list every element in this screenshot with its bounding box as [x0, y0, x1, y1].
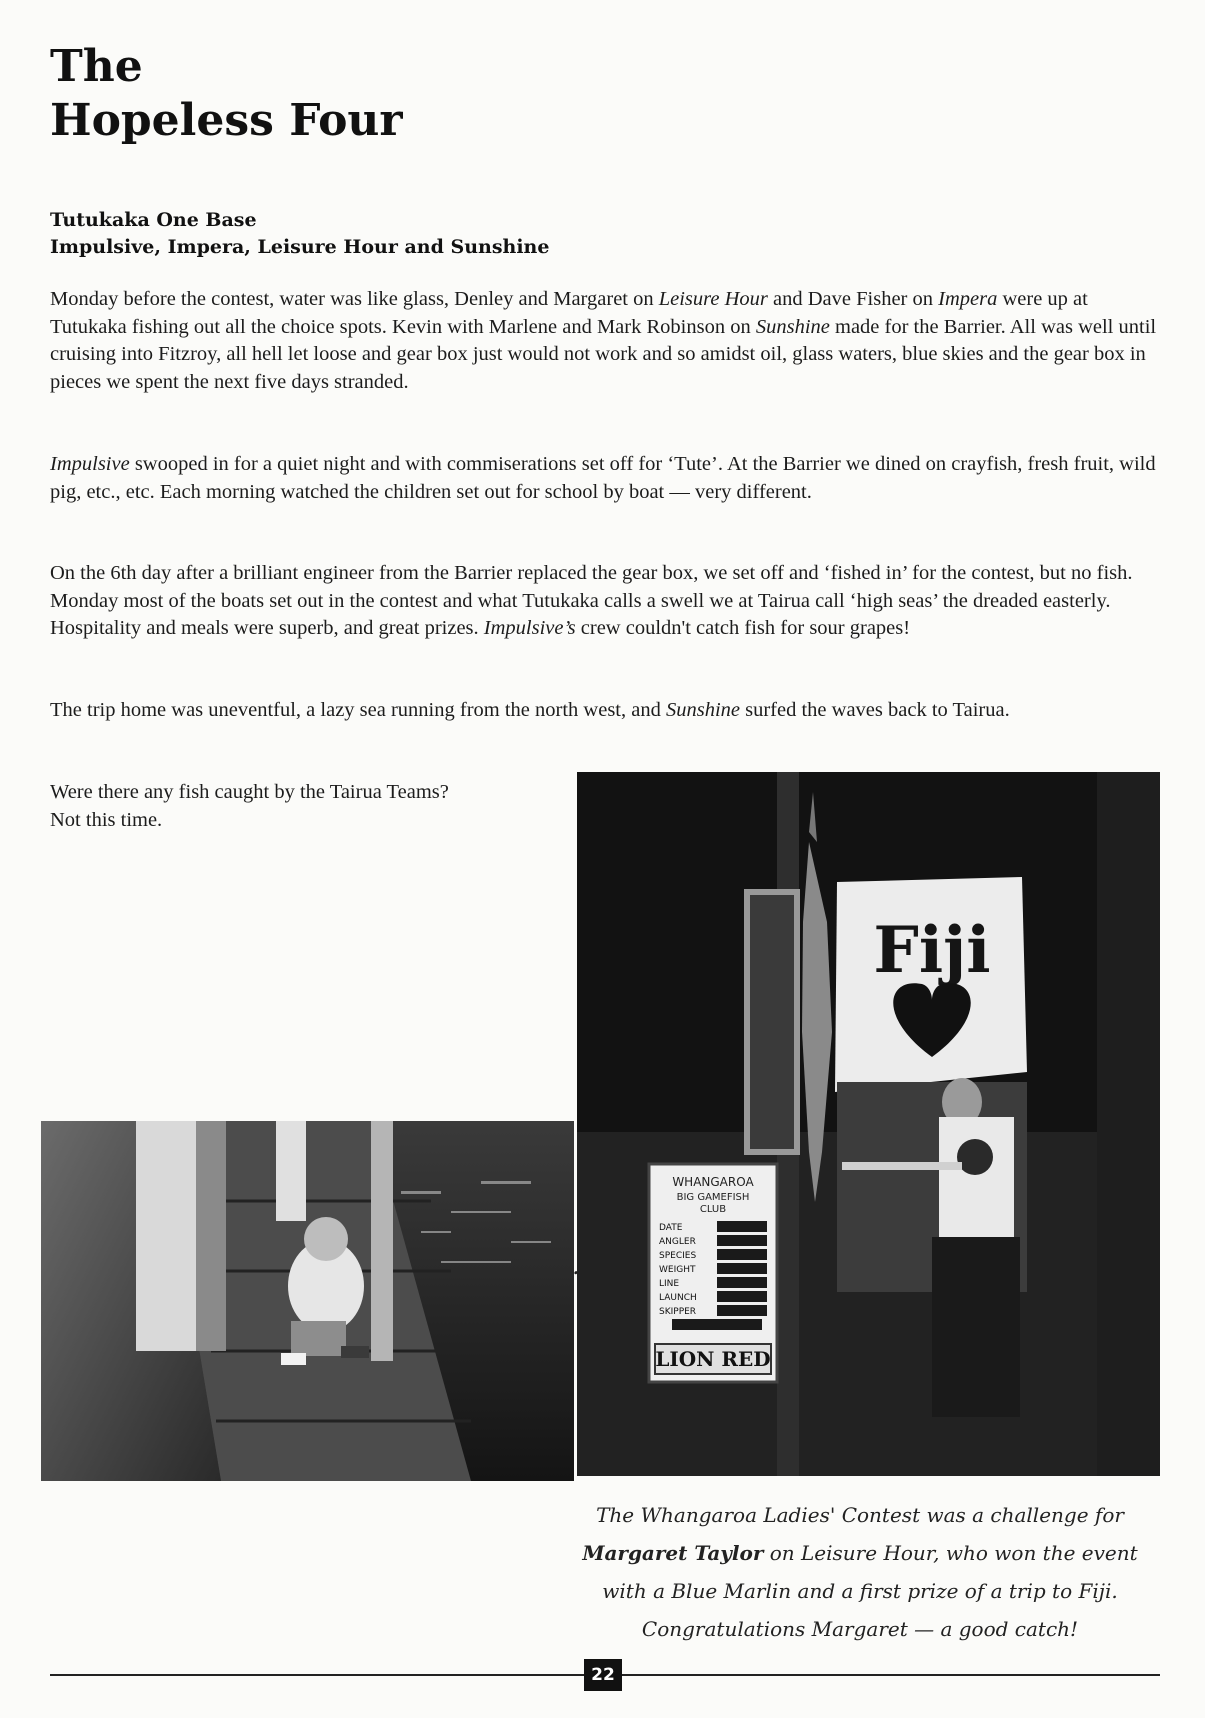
caption-line-3: with a Blue Marlin and a first prize of a trip to Fiji.: [602, 1579, 1118, 1603]
paragraph-1: [50, 286, 1160, 396]
child-on-jetty-image: [41, 1121, 574, 1481]
board-row-label: WEIGHT: [659, 1265, 696, 1275]
subheading-line-2: Impulsive, Impera, Leisure Hour and Sunshine: [50, 236, 550, 258]
text-run: and Dave Fisher on: [767, 288, 939, 310]
paragraph-2: [50, 451, 1160, 506]
board-row-label: LINE: [659, 1279, 680, 1289]
subheading: [50, 207, 549, 261]
title-line-2: Hopeless Four: [50, 95, 403, 146]
text-run: Monday before the contest, water was like glass, Denley and Margaret on: [50, 288, 659, 310]
board-row-label: DATE: [659, 1223, 683, 1233]
board-title-3: CLUB: [699, 1204, 727, 1215]
paragraph-5: [50, 779, 570, 834]
paragraph-5-line-2: Not this time.: [50, 808, 163, 831]
text-run: made for the Barrier. All was well until cruising into Fitzroy, all hell let loose and gear box just would not work and so amidst oil, glass waters, blue skies and the gear box in pieces we spent the next five days stranded.: [50, 315, 1157, 393]
caption-line-4: Congratulations Margaret — a good catch!: [641, 1617, 1079, 1641]
winner-name: Margaret Taylor: [582, 1541, 764, 1565]
boat-name-italic: Impera: [938, 288, 998, 310]
board-row-label: SKIPPER: [659, 1307, 697, 1317]
text-run: surfed the waves back to Tairua.: [740, 699, 1010, 721]
fiji-banner-text: Fiji: [873, 913, 991, 988]
child-on-jetty-photo: [41, 1121, 574, 1481]
marlin-weigh-station-image: [577, 772, 1160, 1476]
boat-name-italic: Leisure Hour: [658, 288, 768, 310]
title-line-1: The: [50, 41, 143, 92]
text-run: The trip home was uneventful, a lazy sea running from the north west, and: [50, 699, 666, 721]
boat-name-italic: Impulsive: [50, 453, 130, 475]
paragraph-3: [50, 560, 1160, 643]
boat-name-italic: Sunshine: [755, 315, 830, 338]
caption-line-2: [560, 1534, 1160, 1572]
page-number: 22: [584, 1659, 622, 1691]
paragraph-4: [50, 697, 1160, 725]
board-row-label: SPECIES: [659, 1251, 697, 1261]
boat-name-italic: Sunshine: [665, 699, 740, 721]
caption-line-2-rest: on Leisure Hour, who won the event: [763, 1541, 1138, 1565]
caption-marlin-photo: [560, 1496, 1160, 1648]
text-run: swooped in for a quiet night and with commiserations set off for ‘Tute’. At the Barrier we dined on crayfish, fresh fruit, wild pig, etc., etc. Each morning watched the children set out for school by boat — very different.: [50, 453, 1156, 503]
subheading-line-1: Tutukaka One Base: [50, 209, 257, 231]
text-run: crew couldn't catch fish for sour grapes!: [575, 617, 911, 639]
board-title-2: BIG GAMEFISH: [676, 1192, 750, 1203]
board-title-1: WHANGAROA: [672, 1175, 754, 1189]
text-run: were up at Tutukaka fishing out all the choice spots. Kevin with Marlene and Mark Robinson on: [50, 288, 1088, 338]
lion-red-sign-text: LION RED: [655, 1347, 771, 1371]
paragraph-5-line-1: Were there any fish caught by the Tairua Teams?: [50, 781, 449, 803]
caption-line-1: The Whangaroa Ladies' Contest was a challenge for: [596, 1503, 1124, 1527]
boat-name-italic: Impulsive’s: [483, 617, 576, 639]
text-run: On the 6th day after a brilliant engineer from the Barrier replaced the gear box, we set off and ‘fished in’ for the contest, but no fish. Monday most of the boats set out in the contest and what Tutukaka calls a swell we at Tairua call ‘high seas’ the dreaded easterly. Hospitality and meals were superb, and great prizes.: [50, 562, 1133, 639]
marlin-weigh-station-photo: [577, 772, 1160, 1476]
page-title: [50, 40, 403, 148]
board-row-label: ANGLER: [659, 1237, 696, 1247]
board-row-label: LAUNCH: [659, 1293, 697, 1303]
